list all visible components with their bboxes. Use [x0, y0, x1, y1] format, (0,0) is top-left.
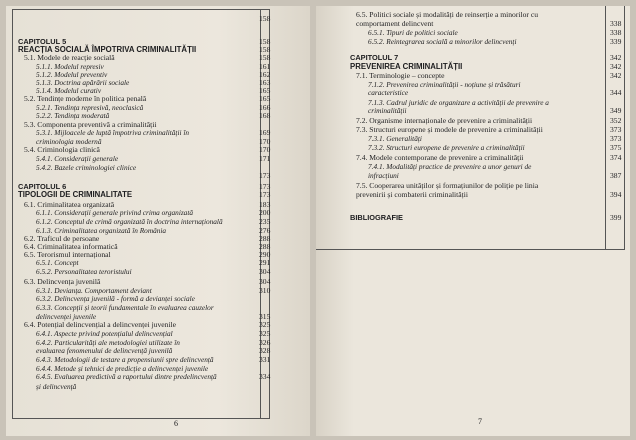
toc-entry-page: 200	[259, 208, 271, 217]
toc-entry-title: 5.1.4. Modelul curativ	[36, 86, 102, 95]
toc-entry-title: 6.1. Criminalitatea organizată	[24, 200, 115, 209]
toc-entry-title: 7.2. Organisme internaționale de prevenire a criminalității	[356, 116, 533, 125]
toc-entry-page: 399	[610, 213, 622, 222]
toc-entry-page: 173	[259, 182, 271, 191]
toc-entry-title: 6.4. Criminalitatea informatică	[24, 242, 118, 251]
toc-entry-page: 352	[610, 116, 622, 125]
toc-entry-page: 373	[610, 134, 622, 143]
toc-entry-title: caracteristice	[368, 88, 409, 97]
toc-entry-page: 331	[259, 355, 271, 364]
toc-entry-page: 158	[259, 53, 271, 62]
toc-entry-title: 5.2.1. Tendința represivă, neoclasică	[36, 103, 144, 112]
toc-entry-title: BIBLIOGRAFIE	[350, 213, 403, 222]
toc-entry-page: 161	[259, 62, 271, 71]
right-page	[316, 6, 630, 436]
toc-entry-title: 6.3.2. Delincvența juvenilă - formă a devianței sociale	[36, 294, 195, 303]
toc-entry-page: 373	[610, 125, 622, 134]
toc-entry-page: 338	[610, 28, 622, 37]
toc-entry-title: 5.2. Tendințe moderne în politica penală	[24, 94, 147, 103]
toc-entry-title: 6.3.3. Concepții și teorii fundamentale în evaluarea cauzelor	[36, 303, 214, 312]
toc-entry-title: evaluarea fenomenului de delincvență juvenilă	[36, 346, 173, 355]
toc-entry-page: 374	[610, 153, 622, 162]
toc-entry-title: 7.1.3. Cadrul juridic de organizare a activității de prevenire a	[368, 98, 549, 107]
toc-entry-page: 310	[259, 286, 271, 295]
toc-entry-page: 158	[259, 14, 271, 23]
toc-entry-page: 315	[259, 312, 271, 321]
toc-entry-title: 6.1.1. Considerații generale privind crima organizată	[36, 208, 194, 217]
toc-entry-title: 6.4.5. Evaluarea predictivă a raportului dintre predelincvență	[36, 372, 217, 381]
toc-entry-page: 291	[259, 258, 271, 267]
toc-entry-title: REACȚIA SOCIALĂ ÎMPOTRIVA CRIMINALITĂȚII	[18, 45, 197, 54]
toc-entry-title: TIPOLOGII DE CRIMINALITATE	[18, 190, 133, 199]
toc-entry-page: 170	[259, 145, 271, 154]
toc-entry-title: 7.1. Terminologie – concepte	[356, 71, 445, 80]
toc-entry-page: 375	[610, 143, 622, 152]
toc-entry-title: 7.3. Structuri europene și modele de prevenire a criminalității	[356, 125, 543, 134]
toc-entry-page: 325	[259, 320, 271, 329]
toc-entry-page: 344	[610, 88, 622, 97]
toc-entry-page: 170	[259, 137, 271, 146]
toc-entry-title: CAPITOLUL 5	[18, 37, 67, 46]
toc-entry-page: 173	[259, 171, 271, 180]
toc-entry-page: 165	[259, 86, 271, 95]
toc-entry-page: 290	[259, 250, 271, 259]
toc-entry-page: 173	[259, 190, 271, 199]
right-page-number: 7	[478, 417, 482, 426]
toc-entry-title: 5.4.2. Bazele criminologiei clinice	[36, 163, 137, 172]
toc-entry-title: 6.5. Terorismul internațional	[24, 250, 111, 259]
toc-entry-page: 304	[259, 267, 271, 276]
toc-entry-title: CAPITOLUL 6	[18, 182, 67, 191]
toc-entry-page: 326	[259, 338, 271, 347]
toc-entry-title: 6.2. Traficul de persoane	[24, 234, 100, 243]
toc-entry-page: 394	[610, 190, 622, 199]
toc-entry-title: 6.1.2. Conceptul de crimă organizată în doctrina internațională	[36, 217, 223, 226]
toc-entry-page: 276	[259, 226, 271, 235]
toc-entry-page: 235	[259, 217, 271, 226]
toc-entry-page: 342	[610, 62, 622, 71]
toc-entry-page: 334	[259, 372, 271, 381]
toc-entry-page: 288	[259, 234, 271, 243]
toc-entry-title: 5.1.3. Doctrina apărării sociale	[36, 78, 130, 87]
toc-entry-title: criminalității	[368, 106, 407, 115]
toc-entry-page: 163	[259, 78, 271, 87]
toc-entry-page: 288	[259, 242, 271, 251]
toc-entry-page: 171	[259, 154, 271, 163]
toc-entry-title: 6.1.3. Criminalitatea organizată în România	[36, 226, 167, 235]
toc-entry-title: criminologia modernă	[36, 137, 102, 146]
toc-entry-page: 166	[259, 103, 271, 112]
toc-entry-page: 387	[610, 171, 622, 180]
toc-entry-title: 5.1. Modele de reacție socială	[24, 53, 115, 62]
toc-entry-page: 183	[259, 200, 271, 209]
toc-entry-title: 7.3.1. Generalități	[368, 134, 422, 143]
toc-entry-page: 342	[610, 71, 622, 80]
toc-entry-page: 325	[259, 329, 271, 338]
toc-entry-title: comportament delincvent	[356, 19, 434, 28]
toc-entry-page: 338	[610, 19, 622, 28]
toc-entry-page: 158	[259, 45, 271, 54]
toc-entry-title: 7.4.1. Modalități practice de prevenire a unor genuri de	[368, 162, 532, 171]
toc-entry-title: 6.4. Potențial delincvențial a delincvenței juvenile	[24, 320, 177, 329]
left-page	[6, 6, 310, 436]
toc-entry-title: 5.1.2. Modelul preventiv	[36, 70, 108, 79]
toc-entry-title: 5.2.2. Tendința moderată	[36, 111, 110, 120]
toc-entry-title: PREVENIREA CRIMINALITĂȚII	[350, 62, 463, 71]
toc-entry-title: delincvenței juvenile	[36, 312, 97, 321]
toc-entry-title: 7.1.2. Prevenirea criminalității - noțiune și trăsături	[368, 80, 521, 89]
toc-entry-title: prevenirii și combaterii criminalității	[356, 190, 468, 199]
toc-entry-title: 6.4.4. Metode și tehnici de predicție a delincvenței juvenile	[36, 364, 209, 373]
toc-entry-page: 162	[259, 70, 271, 79]
toc-entry-page: 342	[610, 53, 622, 62]
toc-entry-title: 6.5.1. Concept	[36, 258, 79, 267]
toc-entry-title: 6.5.2. Personalitatea teroristului	[36, 267, 132, 276]
toc-entry-title: 5.4.1. Considerații generale	[36, 154, 119, 163]
toc-entry-title: 6.5. Politici sociale și modalități de reinserție a minorilor cu	[356, 10, 538, 19]
left-page-number: 6	[174, 419, 178, 428]
toc-entry-title: 7.3.2. Structuri europene de prevenire a criminalității	[368, 143, 525, 152]
toc-entry-title: infracțiuni	[368, 171, 399, 180]
toc-entry-title: 6.4.2. Particularități ale metodologiei utilizate în	[36, 338, 180, 347]
toc-entry-title: și delincvență	[36, 382, 77, 391]
toc-entry-title: 5.3. Componenta preventivă a criminalității	[24, 120, 157, 129]
toc-entry-title: 7.4. Modele contemporane de prevenire a criminalității	[356, 153, 524, 162]
toc-entry-title: 6.3.1. Devianța. Comportament deviant	[36, 286, 152, 295]
toc-entry-title: 5.1.1. Modelul represiv	[36, 62, 104, 71]
toc-entry-page: 165	[259, 94, 271, 103]
toc-entry-title: CAPITOLUL 7	[350, 53, 399, 62]
toc-entry-title: 7.5. Cooperarea unităților și formațiunilor de poliție pe linia	[356, 181, 539, 190]
toc-entry-page: 158	[259, 37, 271, 46]
toc-entry-page: 304	[259, 277, 271, 286]
toc-entry-page: 339	[610, 37, 622, 46]
toc-entry-title: 6.4.1. Aspecte privind potențialul delincvențial	[36, 329, 173, 338]
page-column-divider	[605, 6, 606, 249]
toc-entry-page: 169	[259, 128, 271, 137]
toc-entry-title: 5.4. Criminologia clinică	[24, 145, 100, 154]
toc-entry-title: 6.3. Delincvența juvenilă	[24, 277, 101, 286]
toc-entry-title: 6.5.1. Tipuri de politici sociale	[368, 28, 458, 37]
toc-entry-title: 5.3.1. Mijloacele de luptă împotriva criminalității în	[36, 128, 190, 137]
toc-entry-title: 6.4.3. Metodologii de testare a propensiunii spre delincvență	[36, 355, 214, 364]
toc-entry-title: 6.5.2. Reintegrarea socială a minorilor delincvenți	[368, 37, 517, 46]
toc-entry-page: 349	[610, 106, 622, 115]
toc-entry-page: 328	[259, 346, 271, 355]
toc-entry-page: 168	[259, 111, 271, 120]
